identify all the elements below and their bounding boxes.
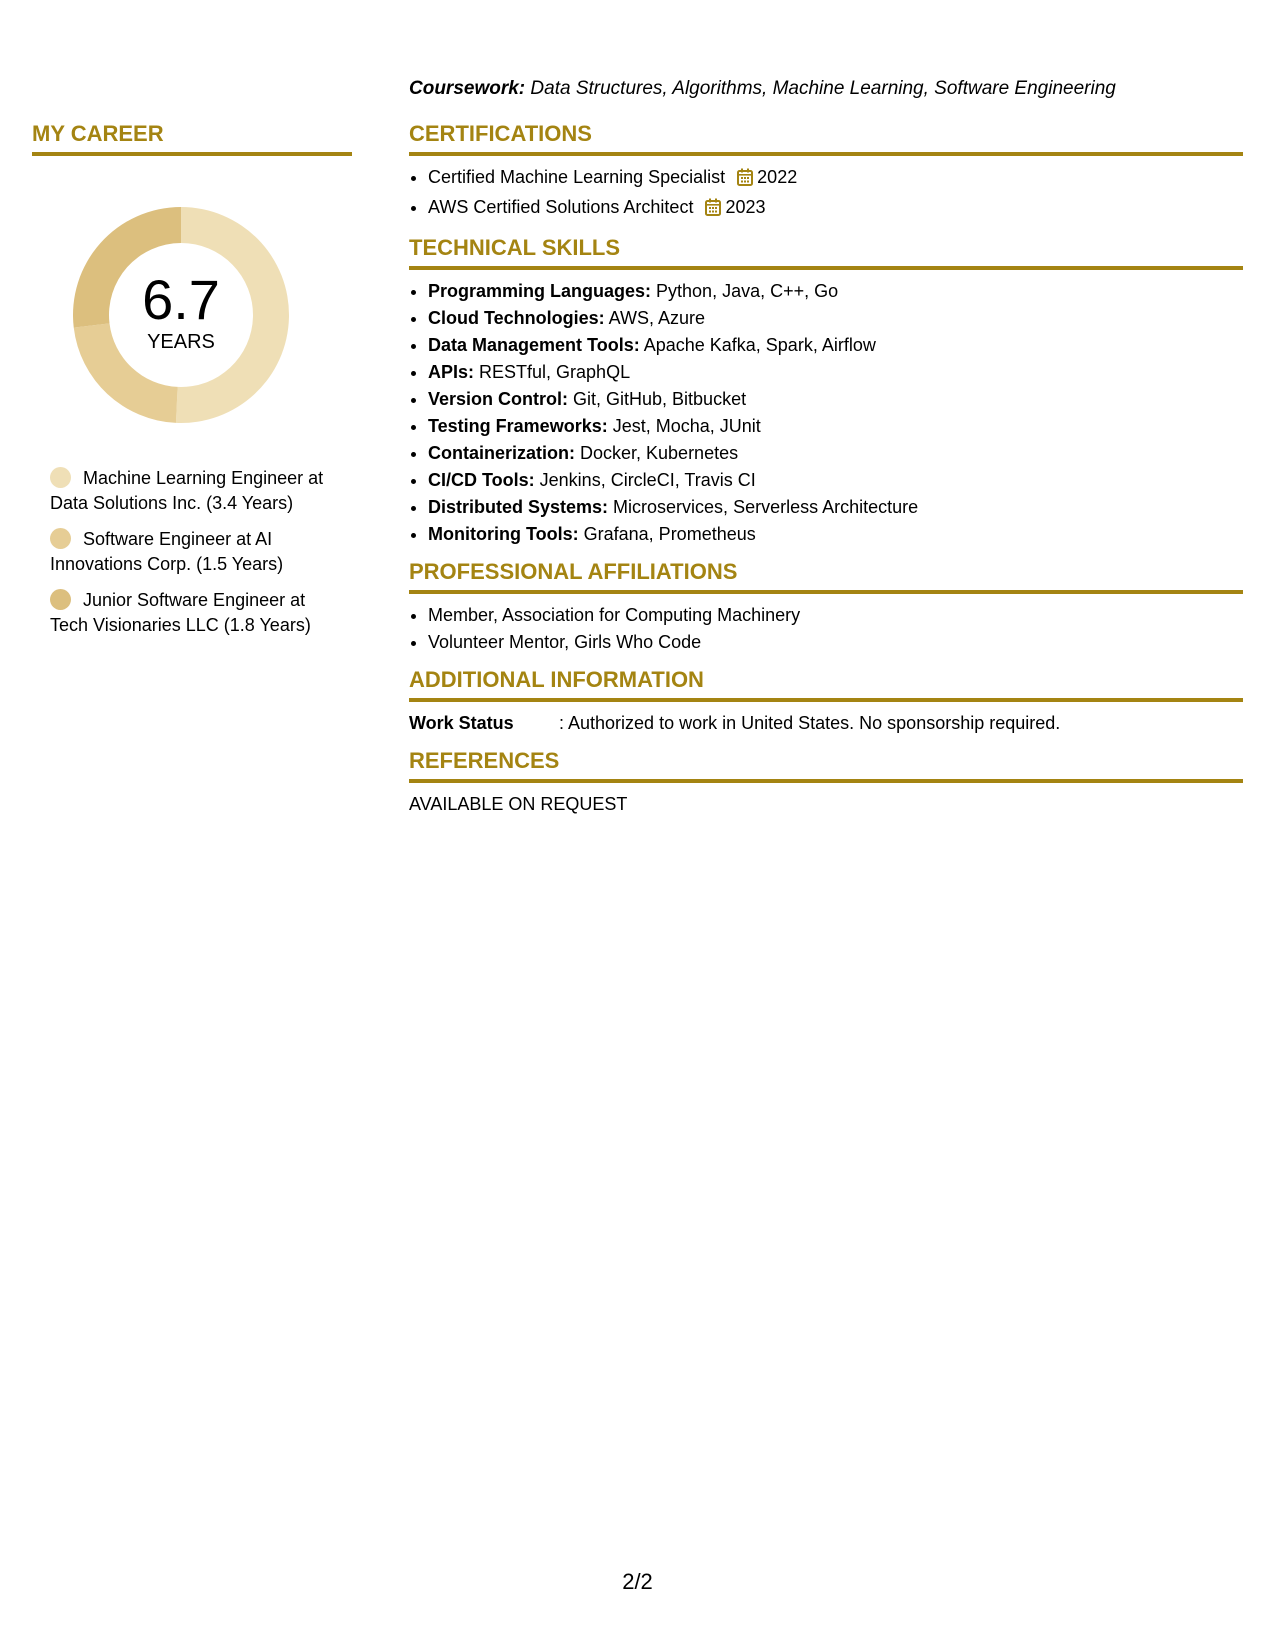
career-entry-text: Software Engineer at AI Innovations Corp. (1.5 Years) (50, 529, 284, 574)
skill-label: APIs: (428, 362, 475, 382)
left-column (32, 120, 352, 649)
additional-heading: ADDITIONAL INFORMATION (409, 666, 1243, 702)
skill-label: Data Management Tools: (428, 335, 640, 355)
skill-value: Microservices, Serverless Architecture (608, 497, 919, 517)
work-status-label: Work Status (409, 713, 514, 733)
skill-value: Jest, Mocha, JUnit (607, 416, 761, 436)
calendar-icon (737, 167, 753, 194)
work-status-row (409, 710, 1243, 737)
skill-value: Apache Kafka, Spark, Airflow (639, 335, 876, 355)
career-heading: MY CAREER (32, 120, 352, 156)
skill-value: Python, Java, C++, Go (651, 281, 839, 301)
calendar-icon (705, 197, 721, 224)
additional-section (409, 666, 1243, 737)
skill-value: Docker, Kubernetes (575, 443, 739, 463)
skill-label: Monitoring Tools: (428, 524, 579, 544)
skill-item (428, 278, 1243, 305)
skill-label: Programming Languages: (428, 281, 652, 301)
certification-item (428, 194, 1243, 224)
affiliations-section (409, 558, 1243, 656)
legend-dot-3 (50, 589, 71, 610)
references-heading: REFERENCES (409, 747, 1243, 783)
affiliation-item: • Member, Association for Computing Machinery (428, 602, 1243, 629)
skill-label: Distributed Systems: (428, 497, 609, 517)
skills-heading: TECHNICAL SKILLS (409, 234, 1243, 270)
skill-item (428, 332, 1243, 359)
certification-name: AWS Certified Solutions Architect (428, 197, 694, 217)
skill-value: AWS, Azure (604, 308, 706, 328)
skill-value: Jenkins, CircleCI, Travis CI (534, 470, 756, 490)
skill-item (428, 386, 1243, 413)
career-entry (50, 466, 340, 516)
page-number: 2/2 (622, 1569, 653, 1594)
skill-label: Testing Frameworks: (428, 416, 608, 436)
skill-label: Cloud Technologies: (428, 308, 605, 328)
skill-label: CI/CD Tools: (428, 470, 535, 490)
affiliations-list (409, 602, 1243, 656)
skills-list (409, 278, 1243, 548)
certification-item (428, 164, 1243, 194)
certifications-heading: CERTIFICATIONS (409, 120, 1243, 156)
affiliation-item: • Volunteer Mentor, Girls Who Code (428, 629, 1243, 656)
skill-item (428, 359, 1243, 386)
right-column (409, 76, 1243, 828)
total-years-value: 6.7 (142, 268, 220, 331)
skill-item (428, 305, 1243, 332)
skill-item (428, 467, 1243, 494)
total-years-unit: YEARS (147, 331, 215, 353)
skills-section (409, 234, 1243, 548)
skill-label: Containerization: (428, 443, 575, 463)
certifications-list (409, 164, 1243, 224)
references-section (409, 747, 1243, 818)
coursework-label: Coursework: (409, 78, 526, 99)
skill-item (428, 413, 1243, 440)
certification-year: 2023 (725, 197, 766, 217)
career-legend (50, 466, 340, 638)
career-entry (50, 588, 340, 638)
donut-center (66, 200, 296, 430)
skill-value: RESTful, GraphQL (474, 362, 631, 382)
coursework-line (409, 76, 1243, 102)
skill-value: Git, GitHub, Bitbucket (568, 389, 747, 409)
certifications-section (409, 120, 1243, 224)
skill-value: Grafana, Prometheus (578, 524, 756, 544)
legend-dot-1 (50, 467, 71, 488)
career-entry (50, 527, 340, 577)
skill-item (428, 440, 1243, 467)
coursework-text: Data Structures, Algorithms, Machine Learning, Software Engineering (525, 78, 1116, 99)
skill-label: Version Control: (428, 389, 569, 409)
career-entry-text: Machine Learning Engineer at Data Solutions Inc. (3.4 Years) (50, 468, 324, 513)
skill-item (428, 521, 1243, 548)
work-status-value: : Authorized to work in United States. No sponsorship required. (559, 713, 1061, 733)
career-entry-text: Junior Software Engineer at Tech Visionaries LLC (1.8 Years) (50, 590, 311, 635)
certification-year: 2022 (757, 167, 798, 187)
legend-dot-2 (50, 528, 71, 549)
certification-name: Certified Machine Learning Specialist (428, 167, 726, 187)
career-donut-chart (66, 200, 296, 430)
skill-item (428, 494, 1243, 521)
references-text: AVAILABLE ON REQUEST (409, 794, 628, 814)
affiliations-heading: PROFESSIONAL AFFILIATIONS (409, 558, 1243, 594)
